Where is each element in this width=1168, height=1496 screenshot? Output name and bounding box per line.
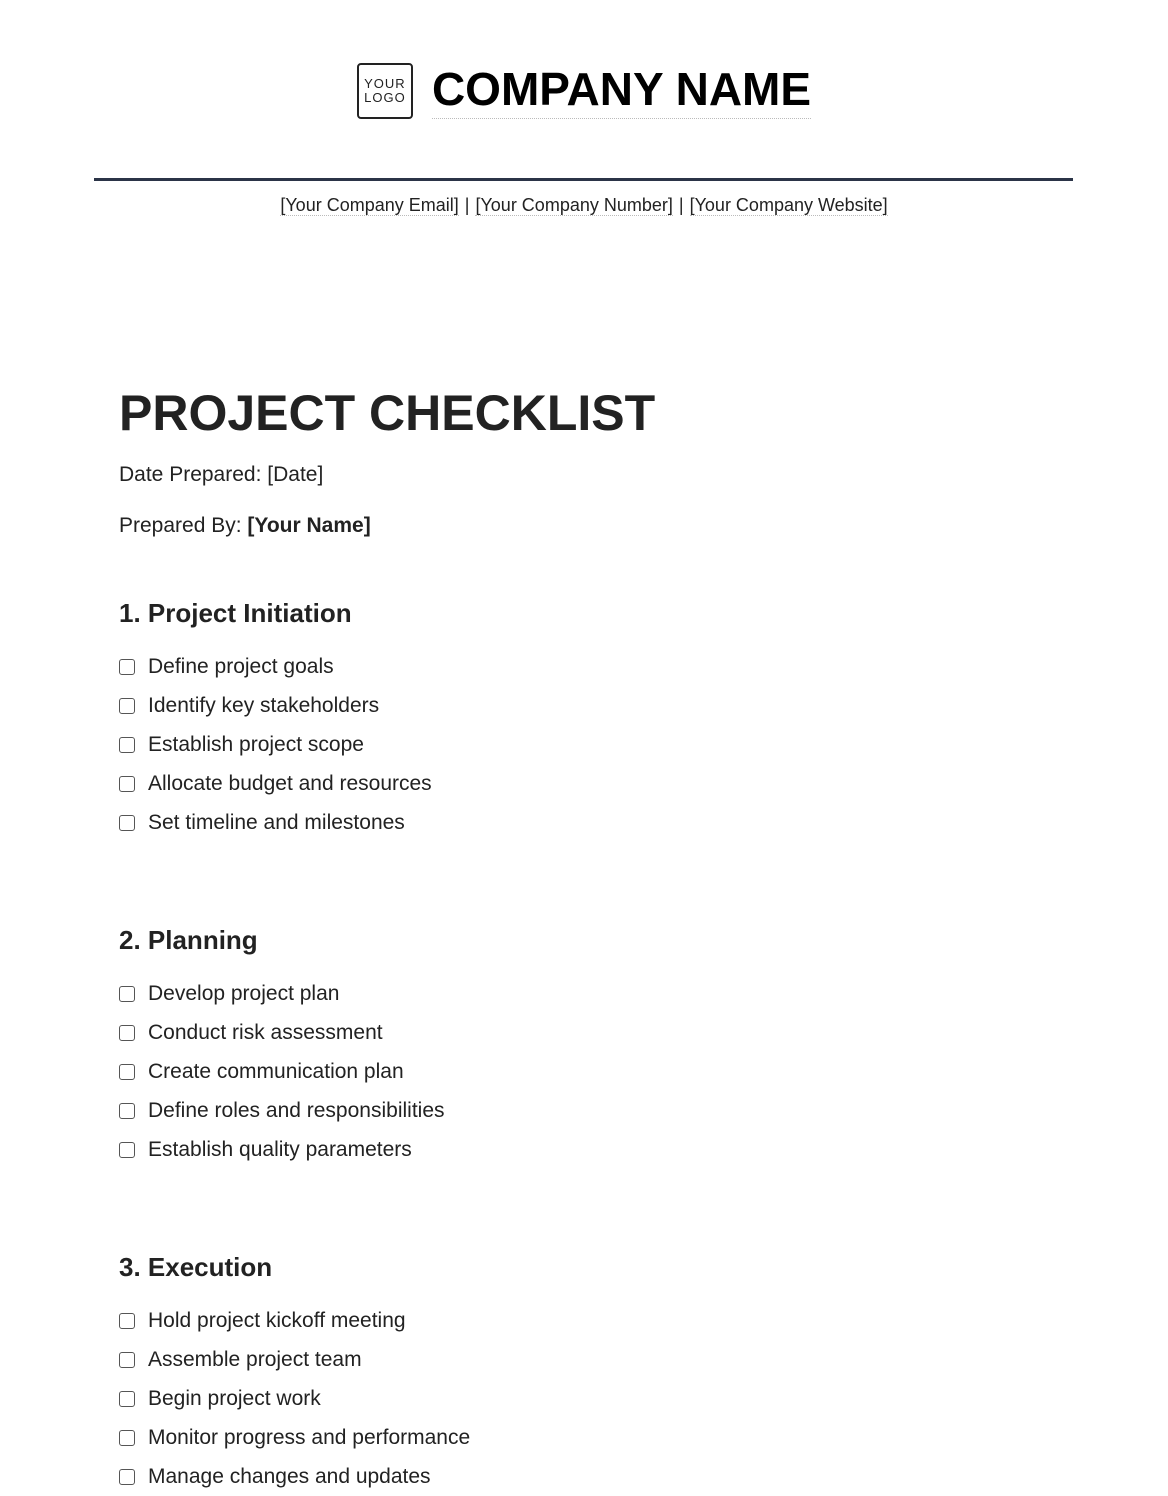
contact-line bbox=[0, 195, 1168, 216]
checkbox[interactable] bbox=[119, 1064, 135, 1080]
checkbox[interactable] bbox=[119, 1313, 135, 1329]
logo-line-2: LOGO bbox=[364, 89, 406, 105]
checklist-item bbox=[119, 1379, 655, 1418]
checkbox[interactable] bbox=[119, 1103, 135, 1119]
checklist-section bbox=[119, 1250, 655, 1496]
checkbox[interactable] bbox=[119, 1025, 135, 1041]
checklist-item bbox=[119, 1301, 655, 1340]
checklist-item-label: Develop project plan bbox=[148, 981, 340, 1005]
checklist-item-label: Set timeline and milestones bbox=[148, 810, 405, 834]
checklist-item-label: Allocate budget and resources bbox=[148, 771, 432, 795]
checklist-item-label: Define project goals bbox=[148, 654, 334, 678]
checklist bbox=[119, 974, 655, 1169]
checklist-item-label: Hold project kickoff meeting bbox=[148, 1308, 406, 1332]
checklist-item-label: Monitor progress and performance bbox=[148, 1425, 471, 1449]
section-heading: 1. Project Initiation bbox=[119, 598, 352, 628]
checklist-item-label: Establish project scope bbox=[148, 732, 364, 756]
checklist-item bbox=[119, 1052, 655, 1091]
separator: | bbox=[678, 195, 684, 215]
checklist-item-label: Assemble project team bbox=[148, 1347, 362, 1371]
checklist-item bbox=[119, 1130, 655, 1169]
checklist-item bbox=[119, 803, 655, 842]
section-heading: 2. Planning bbox=[119, 925, 258, 955]
date-prepared bbox=[119, 460, 655, 490]
document-header bbox=[0, 62, 1168, 119]
section-heading: 3. Execution bbox=[119, 1252, 273, 1282]
logo-placeholder bbox=[357, 63, 413, 119]
checklist bbox=[119, 1301, 655, 1496]
prepared-by bbox=[119, 511, 655, 541]
checkbox[interactable] bbox=[119, 815, 135, 831]
checklist-item bbox=[119, 647, 655, 686]
company-email: [Your Company Email] bbox=[280, 195, 459, 215]
checklist-item bbox=[119, 1457, 655, 1496]
checkbox[interactable] bbox=[119, 1142, 135, 1158]
prepared-by-value: [Your Name] bbox=[247, 514, 371, 537]
checklist-item bbox=[119, 1340, 655, 1379]
checklist-item-label: Identify key stakeholders bbox=[148, 693, 380, 717]
page-title: PROJECT CHECKLIST bbox=[119, 385, 656, 441]
checkbox[interactable] bbox=[119, 1469, 135, 1485]
checklist-item-label: Establish quality parameters bbox=[148, 1137, 412, 1161]
checkbox[interactable] bbox=[119, 1352, 135, 1368]
checkbox[interactable] bbox=[119, 698, 135, 714]
checklist-item bbox=[119, 1418, 655, 1457]
checklist-item-label: Define roles and responsibilities bbox=[148, 1098, 445, 1122]
checklist-item-label: Manage changes and updates bbox=[148, 1464, 431, 1488]
company-website: [Your Company Website] bbox=[689, 195, 888, 215]
date-label: Date Prepared: bbox=[119, 463, 268, 486]
checklist bbox=[119, 647, 655, 842]
checklist-section bbox=[119, 923, 655, 1169]
company-number: [Your Company Number] bbox=[475, 195, 673, 215]
checkbox[interactable] bbox=[119, 776, 135, 792]
checklist-section bbox=[119, 596, 655, 842]
logo-line-1: YOUR bbox=[364, 75, 406, 91]
checklist-item bbox=[119, 1091, 655, 1130]
separator: | bbox=[464, 195, 470, 215]
checklist-item-label: Begin project work bbox=[148, 1386, 321, 1410]
checklist-item-label: Create communication plan bbox=[148, 1059, 404, 1083]
checklist-item-label: Conduct risk assessment bbox=[148, 1020, 383, 1044]
checkbox[interactable] bbox=[119, 1391, 135, 1407]
prepared-by-label: Prepared By: bbox=[119, 514, 248, 537]
header-divider bbox=[94, 178, 1073, 181]
checklist-item bbox=[119, 725, 655, 764]
checklist-item bbox=[119, 686, 655, 725]
checkbox[interactable] bbox=[119, 1430, 135, 1446]
checklist-item bbox=[119, 974, 655, 1013]
document-body bbox=[119, 384, 655, 1496]
checkbox[interactable] bbox=[119, 659, 135, 675]
date-value: [Date] bbox=[267, 463, 324, 486]
checklist-item bbox=[119, 764, 655, 803]
checkbox[interactable] bbox=[119, 737, 135, 753]
company-name: COMPANY NAME bbox=[432, 62, 811, 119]
checkbox[interactable] bbox=[119, 986, 135, 1002]
checklist-item bbox=[119, 1013, 655, 1052]
